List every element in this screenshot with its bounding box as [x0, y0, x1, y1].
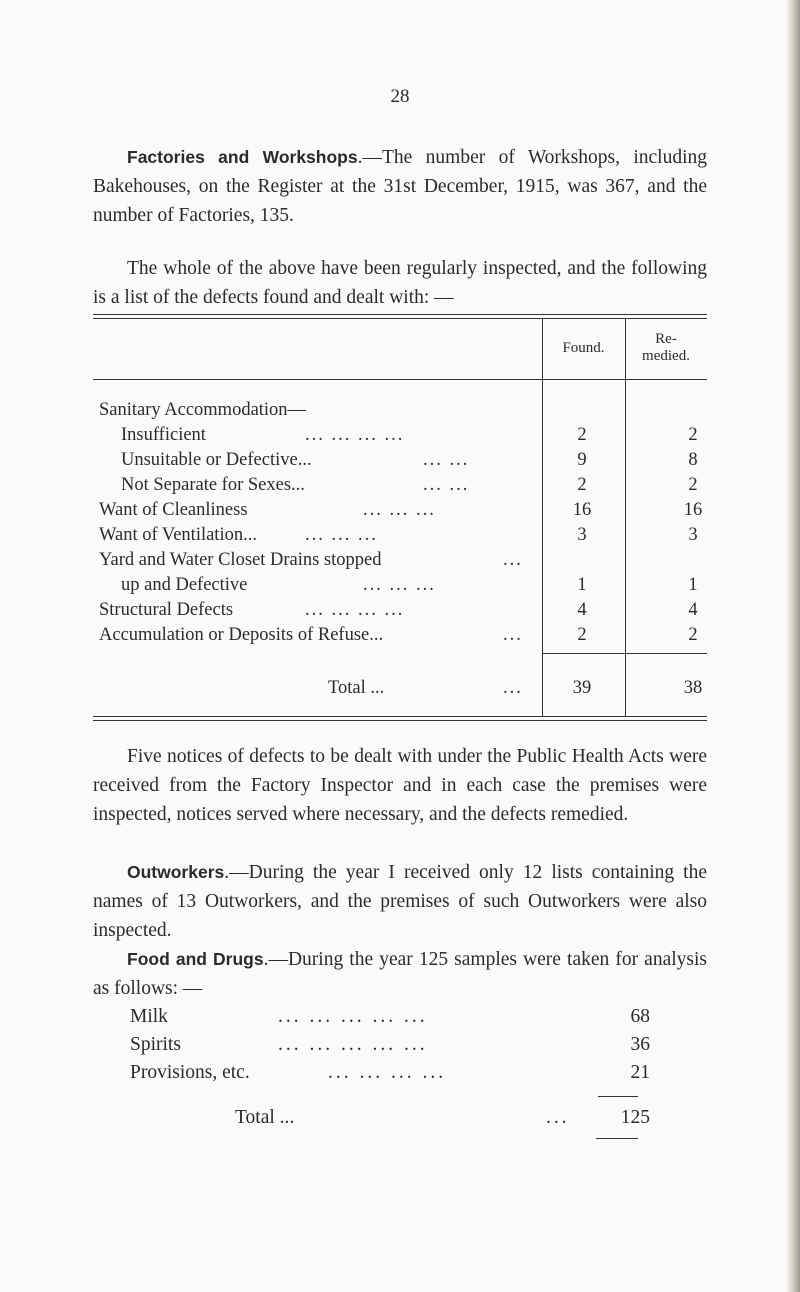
- row-remedied: 2: [688, 475, 698, 495]
- list-item-value: 21: [630, 1062, 650, 1083]
- table-top-rule-2: [93, 318, 707, 319]
- section-label: Sanitary Accommodation—: [99, 400, 307, 420]
- list-item-dots: ... ... ... ... ...: [278, 1006, 428, 1027]
- row-dots: ...: [503, 550, 523, 570]
- row-found: 2: [577, 475, 587, 495]
- row-remedied: 2: [688, 625, 698, 645]
- table-row: [93, 623, 707, 647]
- table-row: [93, 423, 707, 447]
- table-row: [93, 448, 707, 472]
- table-row: [93, 573, 707, 597]
- table-header-rule: [93, 379, 707, 380]
- food-total-value: 125: [620, 1107, 650, 1128]
- page-edge-shadow: [786, 0, 800, 1292]
- row-found: 9: [577, 450, 587, 470]
- list-item-label: Spirits: [130, 1034, 181, 1055]
- row-dots: ... ...: [423, 475, 470, 495]
- table-total-row: [93, 676, 707, 700]
- outworkers-text: .—During the year I received only 12 lists containing the names of 13 Outworkers, and the premises of such Outworkers were also inspected.: [93, 862, 707, 941]
- row-found: 3: [577, 525, 587, 545]
- row-label: Structural Defects: [99, 600, 234, 620]
- row-remedied: 16: [683, 500, 703, 520]
- row-label: Accumulation or Deposits of Refuse...: [99, 625, 384, 645]
- food-total-rule-top: [598, 1096, 638, 1097]
- list-item-dots: ... ... ... ...: [328, 1062, 447, 1083]
- list-item-label: Provisions, etc.: [130, 1062, 250, 1083]
- row-label: Insufficient: [121, 425, 206, 445]
- list-item: [130, 1059, 650, 1087]
- row-found: 2: [577, 425, 587, 445]
- row-remedied: 8: [688, 450, 698, 470]
- row-found: 4: [577, 600, 587, 620]
- factories-paragraph: [93, 143, 707, 230]
- row-dots: ... ... ... ...: [305, 600, 405, 620]
- row-dots: ...: [503, 625, 523, 645]
- table-row: [93, 473, 707, 497]
- factories-heading: Factories and Workshops: [127, 147, 358, 167]
- row-label: Yard and Water Closet Drains stopped: [99, 550, 382, 570]
- row-dots: ... ... ...: [363, 575, 436, 595]
- table-subtotal-rule: [542, 653, 707, 654]
- food-drugs-heading: Food and Drugs: [127, 949, 264, 969]
- list-item-value: 36: [630, 1034, 650, 1055]
- table-row: [93, 498, 707, 522]
- row-label: Not Separate for Sexes...: [121, 475, 305, 495]
- row-dots: ... ...: [423, 450, 470, 470]
- table-row: [93, 548, 707, 572]
- page-number: 28: [390, 86, 410, 107]
- factories-text: .—The number of Workshops, including Bakehouses, on the Register at the 31st December, 1915, was 367, and the number of Factories, 135.: [93, 147, 707, 226]
- col-remedied-header: Re- medied.: [642, 331, 690, 364]
- row-dots: ... ... ...: [305, 525, 378, 545]
- row-remedied: 2: [688, 425, 698, 445]
- row-dots: ... ... ... ...: [305, 425, 405, 445]
- col-found-header: Found.: [562, 340, 605, 356]
- row-found: 16: [572, 500, 592, 520]
- table-bottom-rule: [93, 716, 707, 717]
- total-found: 39: [572, 678, 592, 698]
- list-item-value: 68: [630, 1006, 650, 1027]
- food-drugs-paragraph: [93, 945, 707, 1003]
- table-row: [93, 523, 707, 547]
- food-drugs-text: .—During the year 125 samples were taken for analysis as follows: —: [93, 949, 707, 999]
- food-total-label: Total ...: [235, 1107, 295, 1128]
- inspection-paragraph: The whole of the above have been regularly inspected, and the following is a list of the defects found and dealt with: —: [93, 258, 707, 308]
- total-dots: ...: [503, 678, 523, 698]
- outworkers-heading: Outworkers: [127, 862, 225, 882]
- list-item-dots: ... ... ... ... ...: [278, 1034, 428, 1055]
- total-remedied: 38: [683, 678, 703, 698]
- row-label: Want of Ventilation...: [99, 525, 257, 545]
- row-remedied: 1: [688, 575, 698, 595]
- food-total-row: [130, 1104, 650, 1132]
- table-section-label-row: [93, 398, 707, 422]
- food-total-rule-bottom: [596, 1138, 638, 1139]
- table-bottom-rule-2: [93, 720, 707, 721]
- table-top-rule: [93, 314, 707, 315]
- row-label: Want of Cleanliness: [99, 500, 248, 520]
- row-label: Unsuitable or Defective...: [121, 450, 312, 470]
- row-remedied: 3: [688, 525, 698, 545]
- row-label: up and Defective: [121, 575, 248, 595]
- outworkers-paragraph: [93, 858, 707, 945]
- row-remedied: 4: [688, 600, 698, 620]
- row-found: 2: [577, 625, 587, 645]
- row-dots: ... ... ...: [363, 500, 436, 520]
- notices-paragraph: Five notices of defects to be dealt with under the Public Health Acts were received from the Factory Inspector and in each case the premises were inspected, notices served where necessary, and the defects remedied.: [93, 746, 707, 825]
- total-label: Total ...: [328, 678, 385, 698]
- row-found: 1: [577, 575, 587, 595]
- table-row: [93, 598, 707, 622]
- list-item: [130, 1031, 650, 1059]
- list-item-label: Milk: [130, 1006, 168, 1027]
- list-item: [130, 1003, 650, 1031]
- food-total-dots: ...: [546, 1107, 570, 1128]
